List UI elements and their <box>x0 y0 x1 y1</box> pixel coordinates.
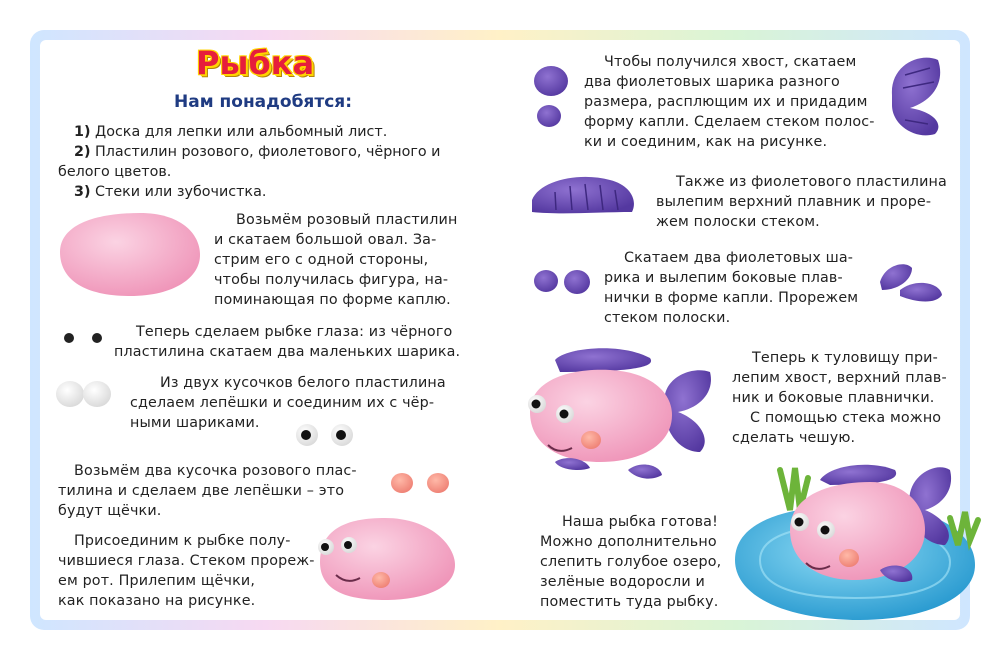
pink-oval-illustration <box>60 213 200 296</box>
material-item-3: 3) Стеки или зубочистка. <box>74 184 267 200</box>
tail-illustration <box>892 58 940 136</box>
lake-scene-illustration <box>735 465 978 620</box>
eyes-illustration <box>296 424 353 446</box>
material-item-2-cont: белого цветов. <box>58 164 172 180</box>
violet-balls-illustration <box>534 66 568 127</box>
material-item-1: 1) Доска для лепки или альбомный лист. <box>74 124 388 140</box>
materials-heading: Нам понадобятся: <box>174 92 352 112</box>
black-balls-illustration <box>64 333 102 343</box>
fish-assembled-illustration <box>528 348 711 478</box>
side-fin-balls-illustration <box>534 270 590 294</box>
fish-head-illustration <box>318 518 455 600</box>
white-balls-illustration <box>56 381 111 407</box>
cheeks-illustration <box>391 473 449 493</box>
page-title: Рыбка <box>196 44 315 82</box>
top-fin-illustration <box>532 177 634 213</box>
side-fins-illustration <box>880 264 942 301</box>
material-item-2: 2) Пластилин розового, фиолетового, чёрного и <box>74 144 441 160</box>
